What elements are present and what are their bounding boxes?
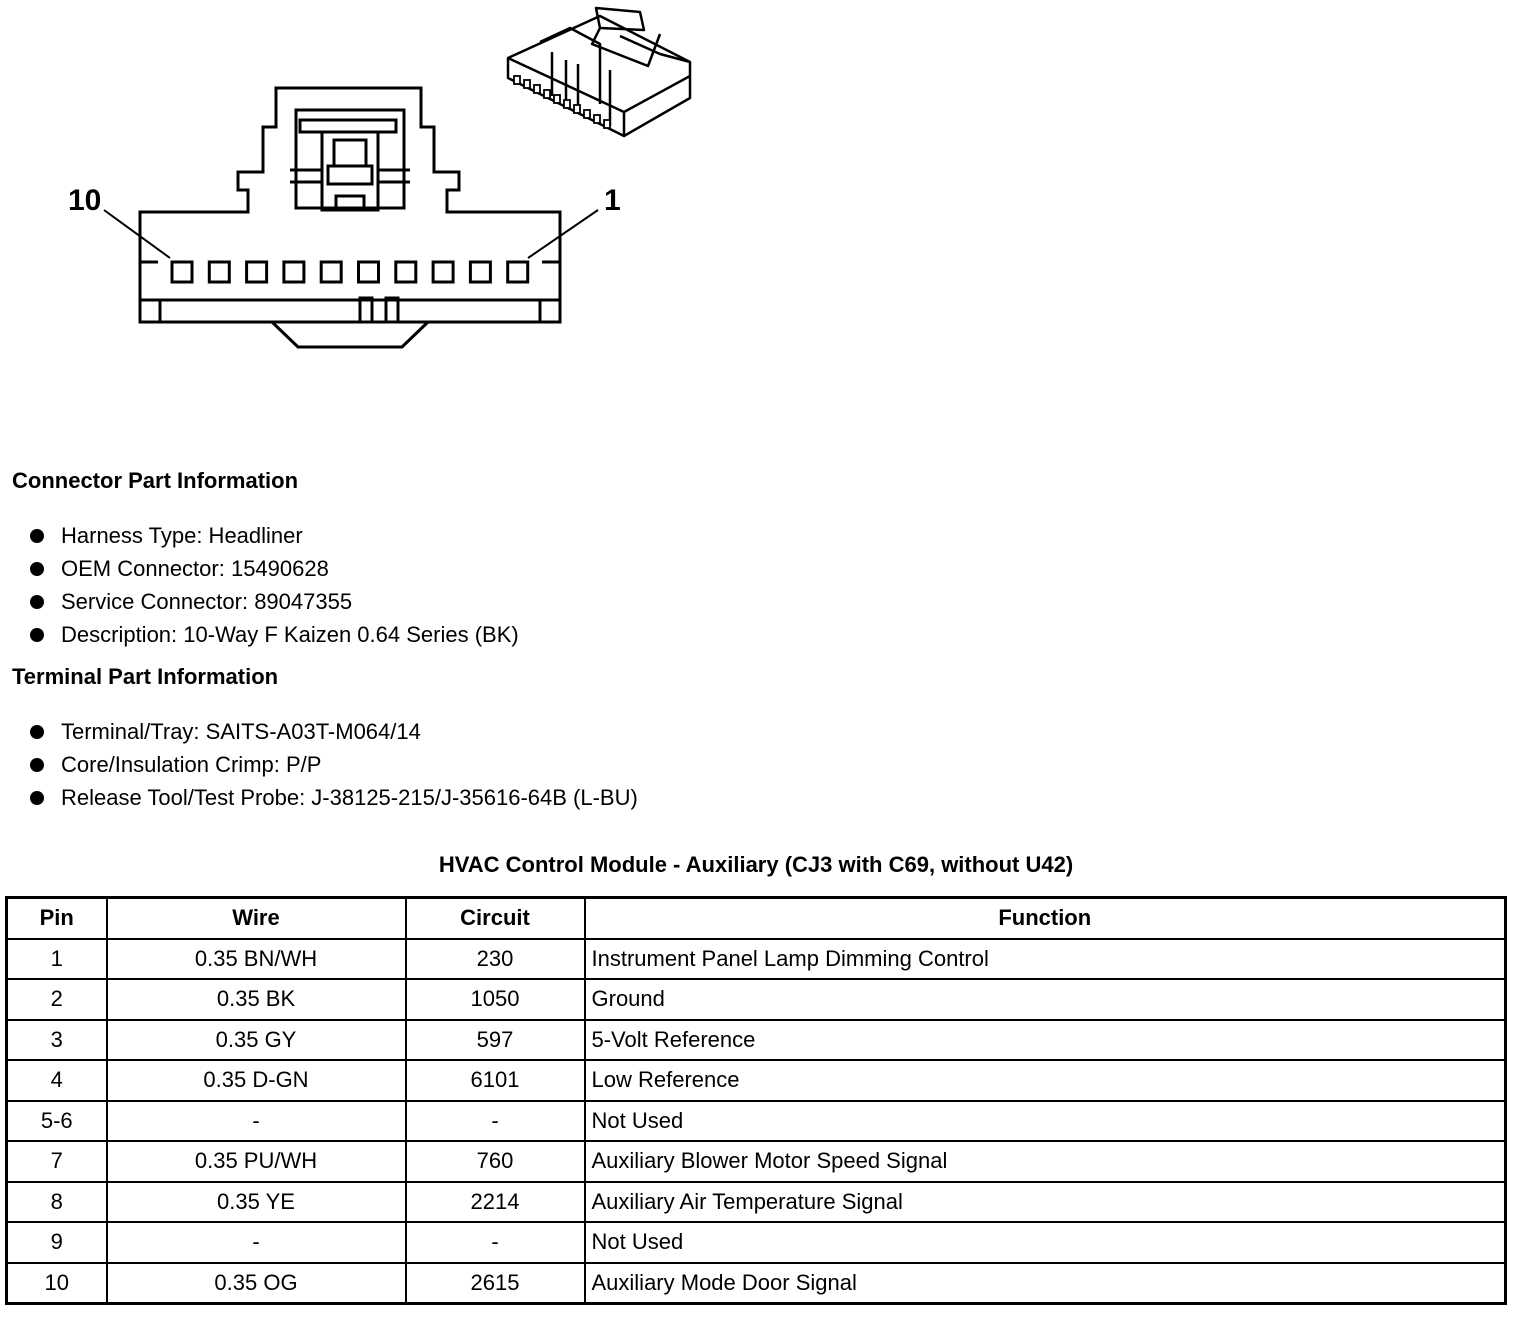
cell-wire: 0.35 D-GN <box>107 1060 406 1101</box>
cell-pin: 9 <box>7 1222 107 1263</box>
cell-function: Instrument Panel Lamp Dimming Control <box>585 939 1506 980</box>
cell-wire: 0.35 OG <box>107 1263 406 1304</box>
connector-info-list <box>30 519 519 651</box>
cell-pin: 4 <box>7 1060 107 1101</box>
list-item: Service Connector: 89047355 <box>30 585 519 618</box>
table-row <box>7 1060 1506 1101</box>
cell-function: Auxiliary Blower Motor Speed Signal <box>585 1141 1506 1182</box>
cell-pin: 8 <box>7 1182 107 1223</box>
cell-pin: 5-6 <box>7 1101 107 1142</box>
cell-pin: 2 <box>7 979 107 1020</box>
cell-wire: 0.35 BK <box>107 979 406 1020</box>
cell-pin: 1 <box>7 939 107 980</box>
table-row <box>7 1222 1506 1263</box>
bullet-icon <box>30 628 44 642</box>
column-header-circuit: Circuit <box>406 898 585 939</box>
cell-function: Low Reference <box>585 1060 1506 1101</box>
list-item: Release Tool/Test Probe: J-38125-215/J-35616-64B (L-BU) <box>30 781 638 814</box>
connector-info-heading: Connector Part Information <box>12 468 299 493</box>
terminal-cavity <box>396 262 416 282</box>
cell-circuit: - <box>406 1222 585 1263</box>
bullet-icon <box>30 791 44 805</box>
list-item: Core/Insulation Crimp: P/P <box>30 748 638 781</box>
terminal-info-list <box>30 715 638 814</box>
list-item: OEM Connector: 15490628 <box>30 552 519 585</box>
table-row <box>7 1141 1506 1182</box>
cell-circuit: 6101 <box>406 1060 585 1101</box>
table-row <box>7 979 1506 1020</box>
connector-face-diagram <box>0 0 760 380</box>
table-row <box>7 1020 1506 1061</box>
table-row <box>7 939 1506 980</box>
terminal-cavity <box>172 262 192 282</box>
cell-function: Auxiliary Mode Door Signal <box>585 1263 1506 1304</box>
terminal-cavity <box>470 262 490 282</box>
pin-10-label: 10 <box>68 184 102 217</box>
cell-function: Ground <box>585 979 1506 1020</box>
terminal-cavity <box>209 262 229 282</box>
cell-function: Not Used <box>585 1222 1506 1263</box>
column-header-wire: Wire <box>107 898 406 939</box>
cell-wire: - <box>107 1101 406 1142</box>
terminal-cavity <box>359 262 379 282</box>
table-row <box>7 1101 1506 1142</box>
bullet-icon <box>30 562 44 576</box>
cell-pin: 7 <box>7 1141 107 1182</box>
table-row <box>7 1263 1506 1304</box>
cell-function: Not Used <box>585 1101 1506 1142</box>
terminal-cavity <box>284 262 304 282</box>
terminal-cavity <box>508 262 528 282</box>
cell-function: 5-Volt Reference <box>585 1020 1506 1061</box>
cell-circuit: 597 <box>406 1020 585 1061</box>
column-header-pin: Pin <box>7 898 107 939</box>
cell-circuit: 1050 <box>406 979 585 1020</box>
table-header-row <box>7 898 1506 939</box>
cell-pin: 3 <box>7 1020 107 1061</box>
pinout-table <box>5 896 1507 1305</box>
table-row <box>7 1182 1506 1223</box>
cell-circuit: 2615 <box>406 1263 585 1304</box>
bullet-icon <box>30 529 44 543</box>
cell-circuit: - <box>406 1101 585 1142</box>
cell-wire: - <box>107 1222 406 1263</box>
cell-wire: 0.35 BN/WH <box>107 939 406 980</box>
terminal-cavity <box>433 262 453 282</box>
cell-wire: 0.35 PU/WH <box>107 1141 406 1182</box>
list-item: Harness Type: Headliner <box>30 519 519 552</box>
terminal-cavity <box>247 262 267 282</box>
cell-pin: 10 <box>7 1263 107 1304</box>
cell-circuit: 230 <box>406 939 585 980</box>
list-item: Description: 10-Way F Kaizen 0.64 Series (BK) <box>30 618 519 651</box>
column-header-function: Function <box>585 898 1506 939</box>
bullet-icon <box>30 725 44 739</box>
pin-1-label: 1 <box>604 184 621 217</box>
terminal-info-heading: Terminal Part Information <box>12 664 279 689</box>
table-title: HVAC Control Module - Auxiliary (CJ3 with C69, without U42) <box>438 852 1074 877</box>
bullet-icon <box>30 758 44 772</box>
terminal-cavity <box>321 262 341 282</box>
list-item: Terminal/Tray: SAITS-A03T-M064/14 <box>30 715 638 748</box>
cell-circuit: 2214 <box>406 1182 585 1223</box>
cell-wire: 0.35 GY <box>107 1020 406 1061</box>
cell-circuit: 760 <box>406 1141 585 1182</box>
cell-function: Auxiliary Air Temperature Signal <box>585 1182 1506 1223</box>
bullet-icon <box>30 595 44 609</box>
cell-wire: 0.35 YE <box>107 1182 406 1223</box>
